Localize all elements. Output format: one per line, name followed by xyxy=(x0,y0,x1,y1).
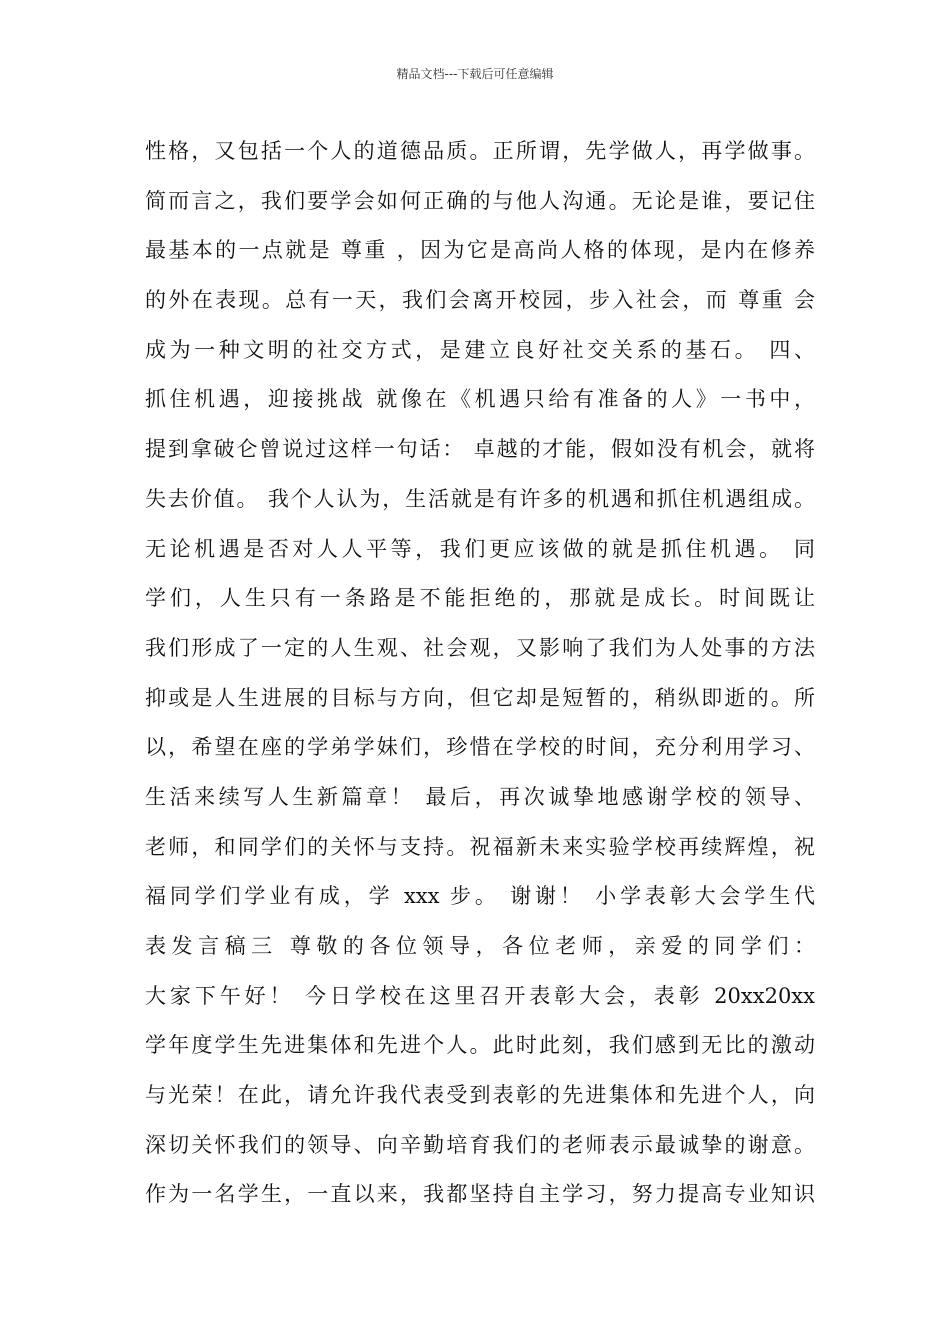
text-line: 与光荣！在此，请允许我代表受到表彰的先进集体和先进个人，向 xyxy=(145,1083,815,1108)
text-line: 抓住机遇，迎接挑战 就像在《机遇只给有准备的人》一书中， xyxy=(145,387,815,412)
text-line: 福同学们学业有成，学 xxx 步。 谢谢！ 小学表彰大会学生代 xyxy=(145,884,815,909)
text-line: 表发言稿三 尊敬的各位领导，各位老师，亲爱的同学们： xyxy=(145,934,815,958)
text-line: 以，希望在座的学弟学妹们，珍惜在学校的时间，充分利用学习、 xyxy=(145,735,815,760)
text-line: 性格，又包括一个人的道德品质。正所谓，先学做人，再学做事。 xyxy=(145,139,815,163)
text-line: 深切关怀我们的领导、向辛勤培育我们的老师表示最诚挚的谢意。 xyxy=(145,1132,815,1157)
text-line: 的外在表现。总有一天，我们会离开校园，步入社会，而 尊重 会 xyxy=(145,288,815,313)
text-line: 最基本的一点就是 尊重 ，因为它是高尚人格的体现，是内在修养 xyxy=(145,238,815,263)
text-line: 我们形成了一定的人生观、社会观，又影响了我们为人处事的方法 xyxy=(145,635,815,660)
text-line: 抑或是人生进展的目标与方向，但它却是短暂的，稍纵即逝的。所 xyxy=(145,685,815,710)
page-header: 精品文档---下载后可任意编辑 xyxy=(396,67,554,81)
text-line: 提到拿破仑曾说过这样一句话： 卓越的才能，假如没有机会，就将 xyxy=(145,437,815,462)
text-line: 大家下午好！ 今日学校在这里召开表彰大会，表彰 20xx20xx xyxy=(145,983,815,1008)
text-line: 成为一种文明的社交方式，是建立良好社交关系的基石。 四、 xyxy=(145,337,815,362)
text-line: 学年度学生先进集体和先进个人。此时此刻，我们感到无比的激动 xyxy=(145,1033,815,1058)
text-line: 老师，和同学们的关怀与支持。祝福新未来实验学校再续辉煌，祝 xyxy=(145,834,815,859)
text-line: 生活来续写人生新篇章！ 最后，再次诚挚地感谢学校的领导、 xyxy=(145,784,815,809)
text-line: 学们，人生只有一条路是不能拒绝的，那就是成长。时间既让 xyxy=(145,586,815,611)
text-line: 简而言之，我们要学会如何正确的与他人沟通。无论是谁，要记住 xyxy=(145,188,815,213)
text-line: 无论机遇是否对人人平等，我们更应该做的就是抓住机遇。 同 xyxy=(145,536,815,561)
document-body xyxy=(145,133,815,1226)
text-line: 作为一名学生，一直以来，我都坚持自主学习，努力提高专业知识 xyxy=(145,1182,815,1207)
text-line: 失去价值。 我个人认为，生活就是有许多的机遇和抓住机遇组成。 xyxy=(145,486,815,511)
